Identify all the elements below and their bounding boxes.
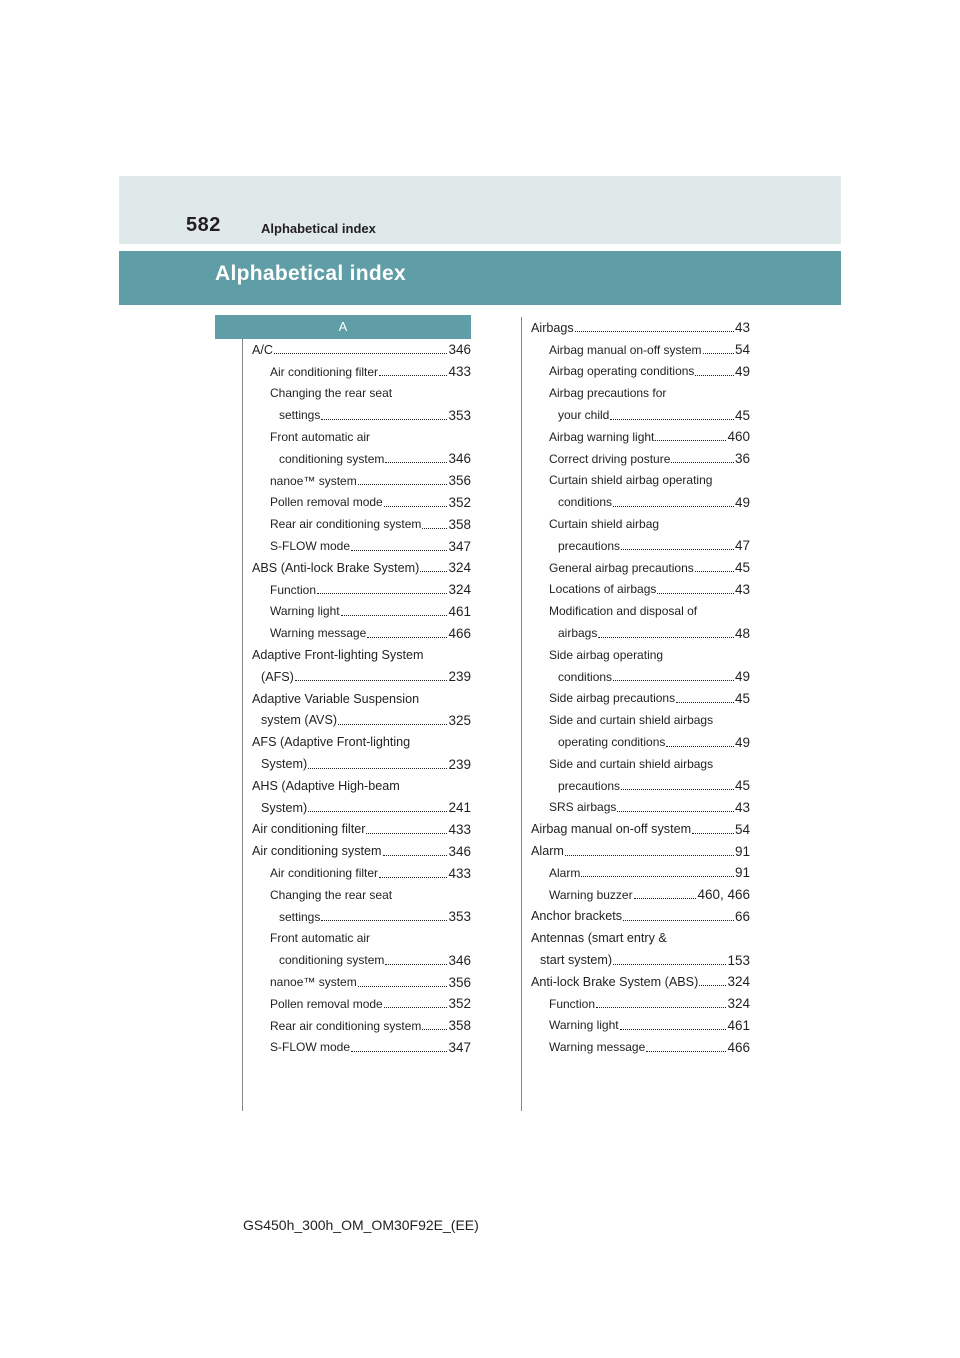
index-entry-page[interactable]: 346 xyxy=(448,843,471,859)
index-entry-name: operating conditions xyxy=(558,735,666,750)
index-entry-name: AHS (Adaptive High-beam xyxy=(252,778,400,793)
leader-dots xyxy=(351,550,447,551)
index-entry[interactable] xyxy=(531,448,750,470)
leader-dots xyxy=(422,528,447,529)
index-entry-name: Rear air conditioning system xyxy=(270,1018,422,1033)
index-entry-page[interactable]: 324 xyxy=(448,560,471,576)
leader-dots xyxy=(692,833,734,834)
index-entry-name: start system) xyxy=(540,953,613,967)
header-band xyxy=(119,176,841,244)
index-entry-name: General airbag precautions xyxy=(549,560,694,575)
index-entry[interactable] xyxy=(531,731,750,753)
index-entry[interactable] xyxy=(531,317,750,339)
index-entry-name: Pollen removal mode xyxy=(270,996,383,1011)
index-entry[interactable] xyxy=(252,1037,471,1059)
index-entry-name: Correct driving posture xyxy=(549,451,671,466)
index-entry[interactable] xyxy=(252,644,471,666)
index-entry-page[interactable]: 325 xyxy=(448,712,471,728)
index-entry[interactable] xyxy=(531,906,750,928)
running-title: Alphabetical index xyxy=(261,221,376,236)
index-column-left xyxy=(252,339,471,1058)
index-entry-name: Air conditioning system xyxy=(252,844,382,859)
index-entry[interactable] xyxy=(252,383,471,405)
index-entry-page[interactable]: 433 xyxy=(448,821,471,837)
index-entry-name: Anti-lock Brake System (ABS) xyxy=(531,974,699,989)
leader-dots xyxy=(598,637,734,638)
index-entry-name: Airbag precautions for xyxy=(549,386,667,401)
column-divider-left xyxy=(242,339,243,1111)
index-entry-name: Warning light xyxy=(270,604,340,619)
index-entry[interactable] xyxy=(252,731,471,753)
index-entry[interactable] xyxy=(531,404,750,426)
index-entry[interactable] xyxy=(531,884,750,906)
index-entry-name: Alarm xyxy=(531,844,564,859)
index-entry-page[interactable]: 324 xyxy=(727,974,750,990)
index-entry[interactable] xyxy=(252,928,471,950)
index-entry-page[interactable]: 49 xyxy=(734,363,750,379)
index-entry-name: System) xyxy=(261,757,308,772)
leader-dots xyxy=(695,571,734,572)
index-entry[interactable] xyxy=(531,775,750,797)
leader-dots xyxy=(581,876,734,877)
leader-dots xyxy=(703,353,734,354)
leader-dots xyxy=(575,331,734,332)
index-entry-name: System) xyxy=(261,800,308,815)
index-entry[interactable] xyxy=(252,862,471,884)
index-entry-name: Antennas (smart entry & xyxy=(531,931,667,946)
leader-dots xyxy=(610,419,734,420)
leader-dots xyxy=(422,1029,447,1030)
index-entry-name: Changing the rear seat xyxy=(270,887,393,902)
index-entry[interactable] xyxy=(531,339,750,361)
index-entry-page[interactable]: 346 xyxy=(448,451,471,467)
index-entry-page[interactable]: 324 xyxy=(727,996,750,1012)
leader-dots xyxy=(613,506,734,507)
index-entry[interactable] xyxy=(531,600,750,622)
index-entry-page[interactable]: 353 xyxy=(448,407,471,423)
index-entry-page[interactable]: 241 xyxy=(448,800,471,816)
index-entry-page[interactable]: 356 xyxy=(448,473,471,489)
index-entry-name: Airbags xyxy=(531,320,574,335)
index-entry[interactable] xyxy=(531,361,750,383)
index-entry[interactable] xyxy=(252,666,471,688)
index-entry-name: airbags xyxy=(558,626,598,641)
index-entry[interactable] xyxy=(252,557,471,579)
index-entry-name: Warning message xyxy=(549,1040,646,1055)
index-entry-page[interactable]: 49 xyxy=(734,494,750,510)
index-entry[interactable] xyxy=(531,1015,750,1037)
index-entry-page[interactable]: 49 xyxy=(734,734,750,750)
leader-dots xyxy=(366,833,447,834)
leader-dots xyxy=(321,419,447,420)
leader-dots xyxy=(420,571,447,572)
column-divider-right xyxy=(521,317,522,1111)
leader-dots xyxy=(621,549,734,550)
index-entry-name: conditions xyxy=(558,495,613,510)
index-entry-name: Airbag manual on-off system xyxy=(531,822,692,837)
index-entry-name: S-FLOW mode xyxy=(270,1040,351,1055)
index-entry-page[interactable]: 460, 466 xyxy=(697,887,750,903)
leader-dots xyxy=(565,855,734,856)
index-entry-page[interactable]: 433 xyxy=(448,364,471,380)
leader-dots xyxy=(634,898,697,899)
index-entry-page[interactable]: 461 xyxy=(727,1017,750,1033)
index-entry[interactable] xyxy=(252,819,471,841)
index-entry[interactable] xyxy=(531,513,750,535)
index-entry-page[interactable]: 466 xyxy=(727,1039,750,1055)
index-entry[interactable] xyxy=(531,971,750,993)
index-entry-name: Modification and disposal of xyxy=(549,604,698,619)
index-entry[interactable] xyxy=(531,644,750,666)
index-entry-page[interactable]: 239 xyxy=(448,756,471,772)
index-entry-name: Alarm xyxy=(549,865,581,880)
index-entry[interactable] xyxy=(531,622,750,644)
index-entry-page[interactable]: 45 xyxy=(734,778,750,794)
index-entry[interactable] xyxy=(252,753,471,775)
leader-dots xyxy=(379,877,447,878)
leader-dots xyxy=(341,615,448,616)
leader-dots xyxy=(695,375,734,376)
index-entry[interactable] xyxy=(531,535,750,557)
index-entry[interactable] xyxy=(252,971,471,993)
leader-dots xyxy=(385,964,447,965)
leader-dots xyxy=(620,1029,727,1030)
index-entry-page[interactable]: 153 xyxy=(727,952,750,968)
section-title: Alphabetical index xyxy=(215,262,406,285)
index-entry-name: Locations of airbags xyxy=(549,582,657,597)
index-entry-page[interactable]: 347 xyxy=(448,538,471,554)
letter-heading: A xyxy=(215,315,471,339)
index-entry[interactable] xyxy=(531,753,750,775)
index-entry[interactable] xyxy=(531,797,750,819)
index-entry[interactable] xyxy=(252,470,471,492)
leader-dots xyxy=(699,985,726,986)
index-entry-page[interactable]: 324 xyxy=(448,582,471,598)
index-entry-page[interactable]: 353 xyxy=(448,909,471,925)
index-entry-name: Pollen removal mode xyxy=(270,495,383,510)
index-entry-page[interactable]: 352 xyxy=(448,996,471,1012)
index-entry[interactable] xyxy=(252,448,471,470)
index-entry[interactable] xyxy=(531,666,750,688)
index-entry[interactable] xyxy=(531,840,750,862)
index-entry[interactable] xyxy=(531,1036,750,1058)
index-entry[interactable] xyxy=(252,840,471,862)
index-entry-name: (AFS) xyxy=(261,669,294,684)
leader-dots xyxy=(646,1051,726,1052)
index-entry[interactable] xyxy=(252,688,471,710)
index-entry[interactable] xyxy=(531,862,750,884)
index-entry-name: Airbag operating conditions xyxy=(549,364,695,379)
index-entry[interactable] xyxy=(531,993,750,1015)
index-entry-page[interactable]: 43 xyxy=(734,799,750,815)
index-entry-page[interactable]: 347 xyxy=(448,1039,471,1055)
index-entry-name: Rear air conditioning system xyxy=(270,517,422,532)
index-entry-name: precautions xyxy=(558,778,621,793)
index-entry-page[interactable]: 239 xyxy=(448,669,471,685)
index-entry-name: Side airbag operating xyxy=(549,647,664,662)
index-entry-name: Air conditioning filter xyxy=(270,866,379,881)
index-entry-page[interactable]: 461 xyxy=(448,603,471,619)
index-entry[interactable] xyxy=(531,709,750,731)
index-entry[interactable] xyxy=(252,622,471,644)
index-entry[interactable] xyxy=(252,579,471,601)
index-entry-name: system (AVS) xyxy=(261,713,338,728)
index-entry[interactable] xyxy=(252,797,471,819)
index-entry[interactable] xyxy=(531,491,750,513)
leader-dots xyxy=(321,920,447,921)
index-entry-name: settings xyxy=(279,408,321,423)
footer-doc-code: GS450h_300h_OM_OM30F92E_(EE) xyxy=(243,1217,479,1233)
index-entry[interactable] xyxy=(531,927,750,949)
leader-dots xyxy=(666,746,734,747)
leader-dots xyxy=(295,680,448,681)
index-entry-page[interactable]: 36 xyxy=(734,451,750,467)
index-entry-page[interactable]: 54 xyxy=(734,342,750,358)
index-entry-name: Curtain shield airbag operating xyxy=(549,473,713,488)
index-entry[interactable] xyxy=(531,688,750,710)
leader-dots xyxy=(383,855,448,856)
leader-dots xyxy=(308,811,447,812)
index-entry[interactable] xyxy=(531,579,750,601)
index-entry-name: S-FLOW mode xyxy=(270,539,351,554)
index-entry[interactable] xyxy=(531,949,750,971)
index-entry-page[interactable]: 346 xyxy=(448,342,471,358)
index-entry[interactable] xyxy=(252,1015,471,1037)
index-entry[interactable] xyxy=(252,426,471,448)
index-entry[interactable] xyxy=(252,884,471,906)
index-entry-name: Adaptive Front-lighting System xyxy=(252,648,424,663)
index-entry[interactable] xyxy=(252,404,471,426)
leader-dots xyxy=(596,1007,726,1008)
index-entry-name: Air conditioning filter xyxy=(252,822,366,837)
index-entry-page[interactable]: 91 xyxy=(734,843,750,859)
leader-dots xyxy=(623,920,734,921)
index-entry-name: Front automatic air xyxy=(270,430,371,445)
leader-dots xyxy=(308,768,447,769)
index-entry[interactable] xyxy=(252,906,471,928)
index-entry-name: conditioning system xyxy=(279,451,385,466)
index-entry-page[interactable]: 45 xyxy=(734,407,750,423)
index-entry-page[interactable]: 48 xyxy=(734,625,750,641)
leader-dots xyxy=(317,593,447,594)
index-entry-name: ABS (Anti-lock Brake System) xyxy=(252,560,420,575)
index-entry[interactable] xyxy=(252,535,471,557)
leader-dots xyxy=(613,680,734,681)
leader-dots xyxy=(384,1007,448,1008)
leader-dots xyxy=(671,462,734,463)
index-entry-name: Airbag warning light xyxy=(549,429,655,444)
leader-dots xyxy=(655,440,726,441)
index-entry-page[interactable]: 346 xyxy=(448,952,471,968)
index-entry-name: Warning light xyxy=(549,1018,619,1033)
index-entry[interactable] xyxy=(252,949,471,971)
index-entry-page[interactable]: 43 xyxy=(734,581,750,597)
index-entry[interactable] xyxy=(252,775,471,797)
index-entry-page[interactable]: 466 xyxy=(448,625,471,641)
index-entry-page[interactable]: 358 xyxy=(448,516,471,532)
index-entry[interactable] xyxy=(531,470,750,492)
index-entry-name: your child xyxy=(558,408,610,423)
leader-dots xyxy=(379,375,447,376)
index-entry-name: A/C xyxy=(252,342,273,357)
leader-dots xyxy=(338,724,447,725)
leader-dots xyxy=(351,1051,447,1052)
index-entry-name: conditioning system xyxy=(279,953,385,968)
leader-dots xyxy=(358,986,448,987)
index-entry-name: Changing the rear seat xyxy=(270,386,393,401)
index-entry-name: SRS airbags xyxy=(549,800,617,815)
index-entry-name: Side and curtain shield airbags xyxy=(549,713,714,728)
index-entry[interactable] xyxy=(252,339,471,361)
index-entry-page[interactable]: 91 xyxy=(734,865,750,881)
index-entry-name: Curtain shield airbag xyxy=(549,517,660,532)
leader-dots xyxy=(657,593,734,594)
index-entry[interactable] xyxy=(252,993,471,1015)
index-entry-name: Airbag manual on-off system xyxy=(549,342,702,357)
leader-dots xyxy=(621,789,734,790)
leader-dots xyxy=(613,964,726,965)
index-entry-page[interactable]: 43 xyxy=(734,320,750,336)
index-entry[interactable] xyxy=(531,818,750,840)
index-entry-name: settings xyxy=(279,909,321,924)
index-entry-page[interactable]: 66 xyxy=(734,908,750,924)
index-entry-name: Warning message xyxy=(270,626,367,641)
index-entry-name: Anchor brackets xyxy=(531,909,622,924)
index-entry-name: Function xyxy=(549,996,596,1011)
leader-dots xyxy=(384,506,448,507)
index-entry-page[interactable]: 45 xyxy=(734,690,750,706)
index-entry[interactable] xyxy=(531,382,750,404)
index-entry[interactable] xyxy=(252,601,471,623)
page-number: 582 xyxy=(186,214,221,236)
index-entry-name: Side and curtain shield airbags xyxy=(549,756,714,771)
index-entry[interactable] xyxy=(252,361,471,383)
leader-dots xyxy=(358,484,448,485)
index-entry-name: Side airbag precautions xyxy=(549,691,676,706)
index-entry-page[interactable]: 352 xyxy=(448,494,471,510)
leader-dots xyxy=(385,462,447,463)
index-entry-page[interactable]: 460 xyxy=(727,429,750,445)
index-entry-name: conditions xyxy=(558,669,613,684)
leader-dots xyxy=(676,702,734,703)
index-entry-name: Function xyxy=(270,582,317,597)
index-entry[interactable] xyxy=(252,492,471,514)
index-entry-name: Air conditioning filter xyxy=(270,364,379,379)
index-entry-name: Adaptive Variable Suspension xyxy=(252,691,420,706)
index-entry[interactable] xyxy=(252,710,471,732)
index-entry[interactable] xyxy=(252,513,471,535)
index-entry-page[interactable]: 45 xyxy=(734,560,750,576)
index-entry-name: nanoe™ system xyxy=(270,975,357,989)
index-entry-name: AFS (Adaptive Front-lighting xyxy=(252,735,411,750)
index-entry-name: nanoe™ system xyxy=(270,473,357,488)
leader-dots xyxy=(617,811,734,812)
index-entry-page[interactable]: 358 xyxy=(448,1018,471,1034)
index-entry-name: Warning buzzer xyxy=(549,887,633,902)
leader-dots xyxy=(274,353,447,354)
index-entry-page[interactable]: 433 xyxy=(448,865,471,881)
index-entry-page[interactable]: 49 xyxy=(734,669,750,685)
index-column-right xyxy=(531,317,750,1058)
index-entry[interactable] xyxy=(531,557,750,579)
index-entry-name: precautions xyxy=(558,538,621,553)
index-entry-page[interactable]: 47 xyxy=(734,538,750,554)
leader-dots xyxy=(367,637,447,638)
index-entry[interactable] xyxy=(531,426,750,448)
index-entry-page[interactable]: 54 xyxy=(734,821,750,837)
index-entry-name: Front automatic air xyxy=(270,931,371,946)
index-entry-page[interactable]: 356 xyxy=(448,974,471,990)
